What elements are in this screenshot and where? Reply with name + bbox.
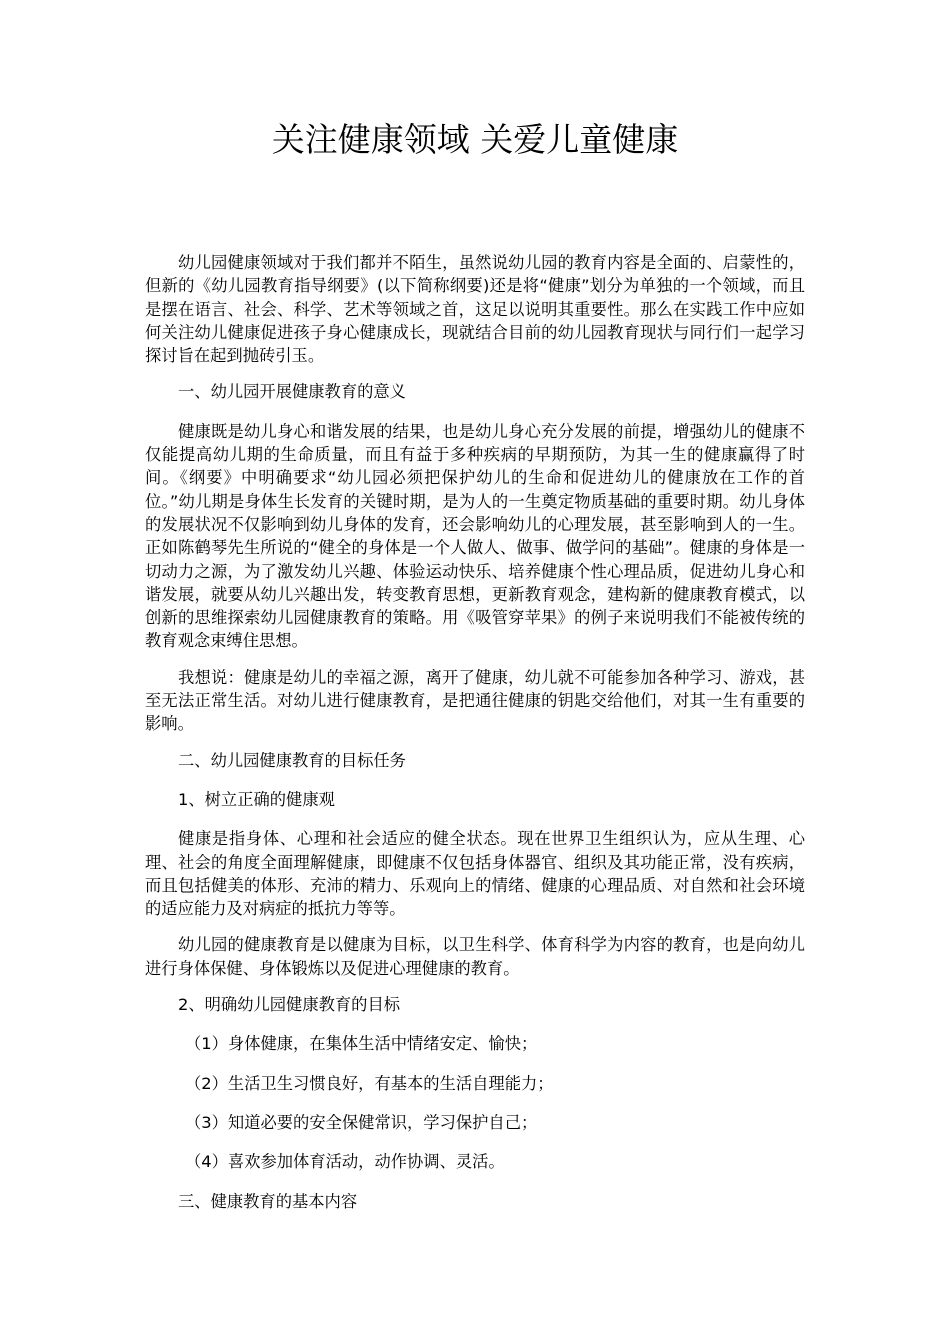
- goal-item-3: （3）知道必要的安全保健常识，学习保护自己；: [185, 1112, 538, 1132]
- paragraph-health-definition: 健康是指身体、心理和社会适应的健全状态。现在世界卫生组织认为，应从生理、心理、社会的角度全面理解健康，即健康不仅包括身体器官、组织及其功能正常，没有疾病，而且包括健美的体形、充沛的精力、乐观向上的情绪、健康的心理品质、对自然和社会环境的适应能力及对病症的抵抗力等等。: [145, 829, 805, 919]
- paragraph-intro: 幼儿园健康领域对于我们都并不陌生，虽然说幼儿园的教育内容是全面的、启蒙性的，但新的《幼儿园教育指导纲要》(以下简称纲要)还是将“健康”划分为单独的一个领域，而且是摆在语言、社会、科学、艺术等领域之首，这足以说明其重要性。那么在实践工作中应如何关注幼儿健康促进孩子身心健康成长，现就结合目前的幼儿园教育现状与同行们一起学习探讨旨在起到抛砖引玉。: [145, 253, 805, 366]
- goal-item-2: （2）生活卫生习惯良好，有基本的生活自理能力；: [185, 1073, 554, 1093]
- document-body: [145, 251, 805, 1229]
- section-heading-2: 二、幼儿园健康教育的目标任务: [178, 750, 406, 770]
- section-heading-3: 三、健康教育的基本内容: [178, 1191, 358, 1211]
- goal-item-4: （4）喜欢参加体育活动，动作协调、灵活。: [185, 1152, 505, 1172]
- paragraph-significance: 健康既是幼儿身心和谐发展的结果，也是幼儿身心充分发展的前提，增强幼儿的健康不仅能提高幼儿期的生命质量，而且有益于多种疾病的早期预防，为其一生的健康赢得了时间。《纲要》中明确要求“幼儿园必须把保护幼儿的生命和促进幼儿的健康放在工作的首位。”幼儿期是身体生长发育的关键时期，是为人的一生奠定物质基础的重要时期。幼儿身体的发展状况不仅影响到幼儿身体的发育，还会影响幼儿的心理发展，甚至影响到人的一生。正如陈鹤琴先生所说的“健全的身体是一个人做人、做事、做学问的基础”。健康的身体是一切动力之源，为了激发幼儿兴趣、体验运动快乐、培养健康个性心理品质，促进幼儿身心和谐发展，就要从幼儿兴趣出发，转变教育思想，更新教育观念，建构新的健康教育模式，以创新的思维探索幼儿园健康教育的策略。用《吸管穿苹果》的例子来说明我们不能被传统的教育观念束缚住思想。: [145, 421, 805, 651]
- document-title: 关注健康领域 关爱儿童健康: [271, 120, 679, 159]
- goal-item-1: （1）身体健康，在集体生活中情绪安定、愉快；: [185, 1034, 538, 1054]
- section-heading-1: 一、幼儿园开展健康教育的意义: [178, 382, 406, 402]
- subsection-heading-1: 1、树立正确的健康观: [178, 789, 335, 809]
- paragraph-my-view: 我想说：健康是幼儿的幸福之源，离开了健康，幼儿就不可能参加各种学习、游戏，甚至无法正常生活。对幼儿进行健康教育，是把通往健康的钥匙交给他们，对其一生有重要的影响。: [145, 667, 805, 734]
- paragraph-kindergarten-health-education: 幼儿园的健康教育是以健康为目标，以卫生科学、体育科学为内容的教育，也是向幼儿进行身体保健、身体锻炼以及促进心理健康的教育。: [145, 935, 805, 978]
- subsection-heading-2: 2、明确幼儿园健康教育的目标: [178, 995, 401, 1015]
